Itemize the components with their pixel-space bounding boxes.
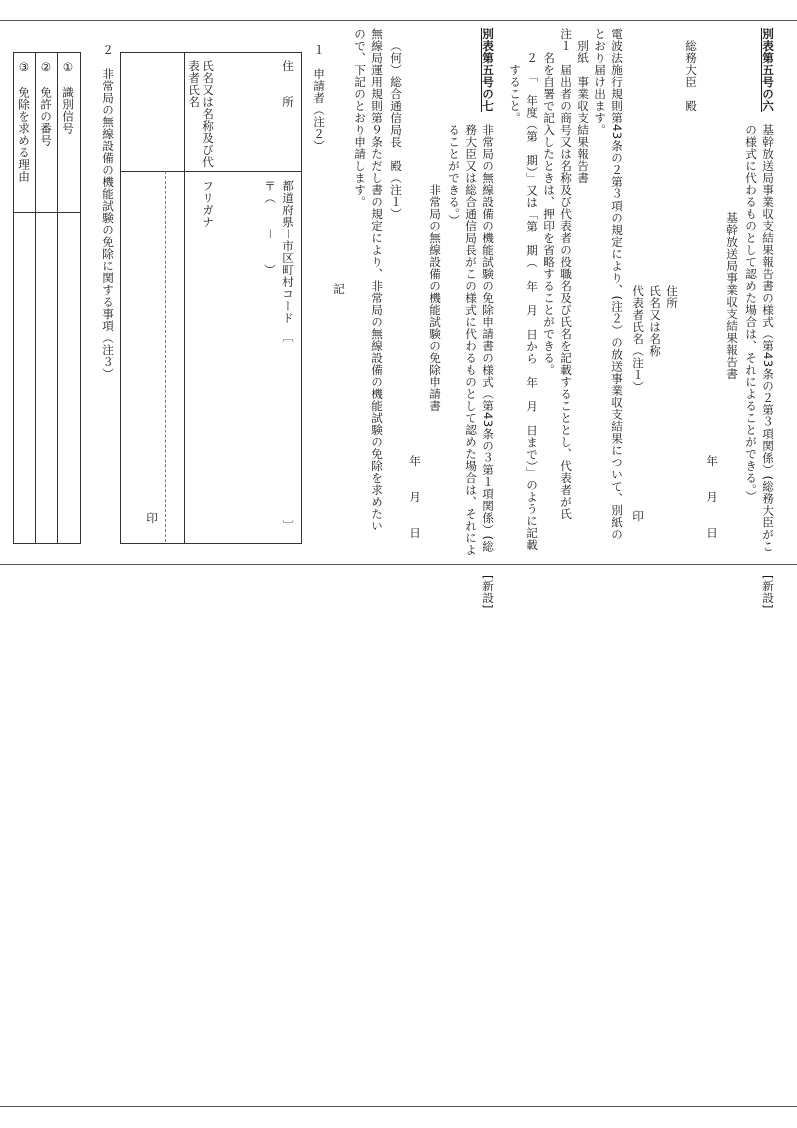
furigana-divider — [165, 171, 166, 542]
address-label: 住 所 — [281, 60, 295, 108]
sec7-body-line2: ので、下記のとおり申請します。 — [353, 28, 367, 208]
sec7-addressee: （何）総合通信局長 殿（注１） — [389, 40, 403, 220]
sec6-seal: 印 — [631, 510, 645, 522]
sec6-address: 住所 — [665, 285, 679, 309]
sec7-title-line3: ることができる。） — [447, 124, 461, 227]
sec6-title-line1: 基幹放送局事業収支結果報告書の様式（第43条の２第３項関係）(総務大臣がこ — [761, 124, 775, 553]
prefecture-code-close: 〕 — [281, 520, 295, 532]
sec7-title-line2: 務大臣又は総合通信局長がこの様式に代わるものとして認めた場合は、それによ — [464, 124, 478, 556]
middle-rule — [0, 564, 797, 565]
postal-code: 〒（ － ） — [263, 180, 277, 276]
applicant-seal: 印 — [145, 512, 159, 524]
sec6-note1-line2: 名を自署で記入したときは、押印を省略することができる。 — [542, 52, 556, 376]
sec6-body-line1: 電波法施行規則第43条の２第３項の規定により、(注２）の放送事業収支結果について、別紙の — [610, 28, 624, 541]
sec6-title-line2: の様式に代わるものとして認めた場合は、それによることができる。） — [744, 124, 758, 503]
license-number-label: ② 免許の番号 — [39, 60, 53, 147]
sec6-representative: 代表者氏名（注１） — [631, 285, 645, 393]
sec7-new-tag: [新設] — [481, 575, 495, 609]
item2-label: ２ 非常局の無線設備の機能試験の免除に関する事項（注３） — [101, 44, 115, 380]
sec6-form-title: 基幹放送局事業収支結果報告書 — [725, 212, 739, 380]
sec6-name: 氏名又は名称 — [648, 285, 662, 357]
name-label-line1: 氏名又は名称及び代 — [201, 60, 215, 168]
sec6-addressee: 総務大臣 殿 — [684, 40, 698, 112]
identification-signal-label: ① 識別信号 — [61, 60, 75, 135]
sec6-body-line2: とおり届け出ます。 — [593, 28, 607, 136]
sec7-heading: 別表第五号の七 — [481, 28, 495, 112]
sec6-note2-line1: ２ 「 年度（第 期）」又は「第 期（ 年 月 日から 年 月 日まで）」のように記載 — [525, 52, 539, 551]
sec6-heading: 別表第五号の六 — [761, 28, 775, 112]
sec7-date: 年 月 日 — [408, 455, 422, 539]
exemption-reason-label: ③ 免除を求める理由 — [17, 60, 31, 183]
sec7-title-line1: 非常局の無線設備の機能試験の免除申請書の様式（第43条の３第１項関係）(総 — [481, 124, 495, 553]
top-rule — [0, 20, 797, 21]
name-label-line2: 表者氏名 — [187, 60, 201, 108]
sec6-new-tag: [新設] — [761, 575, 775, 609]
sec7-form-title: 非常局の無線設備の機能試験の免除申請書 — [428, 184, 442, 412]
sec7-body-line1: 無線局運用規則第９条ただし書の規定により、非常局の無線設備の機能試験の免除を求めたい — [370, 28, 384, 532]
sec7-ki: 記 — [332, 283, 346, 295]
exemption-row-divider-2 — [35, 52, 36, 543]
exemption-col-divider — [13, 212, 80, 213]
sec6-date: 年 月 日 — [705, 455, 719, 539]
sec6-note1-line1: 注１ 届出者の商号又は名称及び代表者の役職名及び氏名を記載することとし、代表者が氏 — [559, 28, 573, 520]
sec6-attachment: 別紙 事業収支結果報告書 — [576, 40, 590, 184]
applicant-table-col-divider — [120, 171, 301, 172]
applicant-table-row-divider — [184, 52, 185, 543]
furigana-label: フリガナ — [201, 180, 215, 228]
item1-label: １ 申請者（注２） — [312, 44, 326, 152]
sec6-note2-line2: すること。 — [508, 64, 522, 124]
prefecture-code: 都道府県－市区町村コード 〔 — [281, 180, 295, 343]
exemption-row-divider-1 — [57, 52, 58, 543]
bottom-rule — [0, 1106, 797, 1107]
